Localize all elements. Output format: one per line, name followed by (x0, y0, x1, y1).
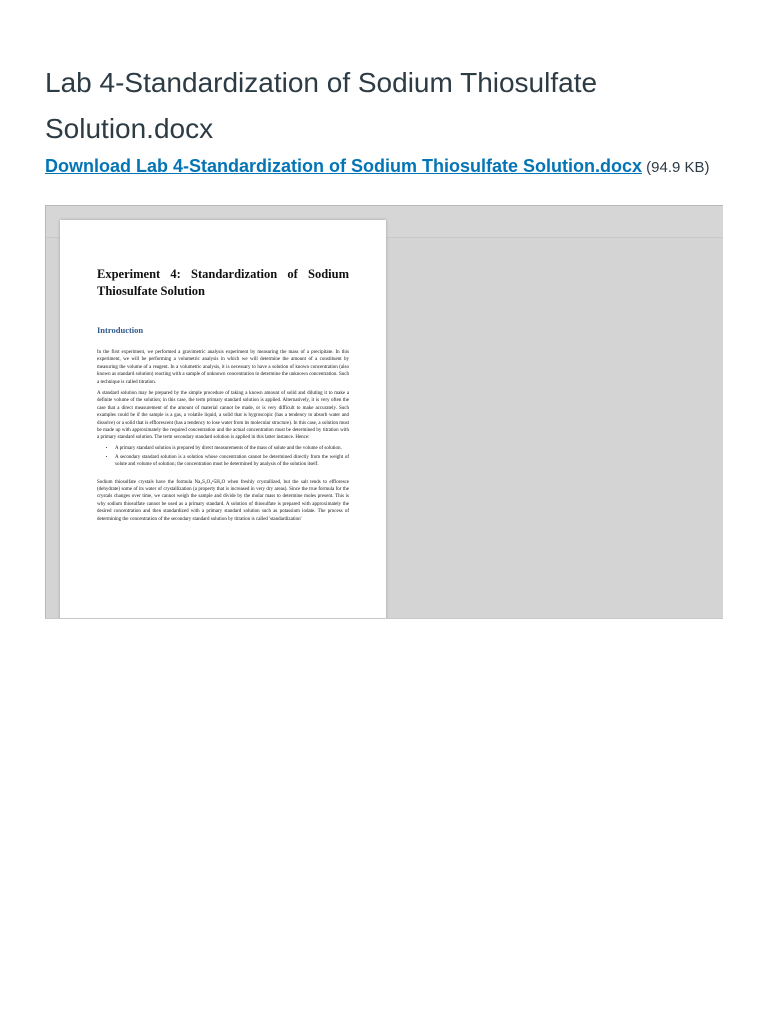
page-title: Lab 4-Standardization of Sodium Thiosulfate Solution.docx (45, 67, 598, 144)
document-paragraph: In the first experiment, we performed a gravimetric analysis experiment by measuring the mass of a precipitate. In this experiment, we will be performing a volumetric analysis in which we will determine the amount of a constituent by measuring the volume of a reagent. In a volumetric analysis, it is necessary to have a solution of known concentration (also known as standard solution) reacting with a sample of unknown concentration to determine the unknown concentration. Such a technique is called titration. (97, 350, 349, 385)
document-page (60, 220, 386, 619)
document-bullet-item: • A primary standard solution is prepared by direct measurements of the mass of solute and the volume of solution. (115, 446, 349, 453)
document-paragraph: A standard solution may be prepared by the simple procedure of taking a known amount of solid and diluting it to make a definite volume of the solution; in this case, the term primary standard solution is applied. Alternatively, it is very often the case that a direct measurement of the amount of material cannot be made, or is very difficult to make accurately. Such examples could be if the sample is a gas, a volatile liquid, a solid that is hygroscopic (has a tendency to absorb water and dissolve) or a solid that is efflorescent (has a tendency to lose water from its molecular structure). In this case, a solution must be made up with approximately the required concentration and the actual concentration must be determined by titration with a primary standard solution. The term secondary standard solution is applied in this latter instance. Hence: (97, 391, 349, 441)
document-section-title: Introduction (97, 325, 144, 335)
download-line (45, 155, 725, 179)
document-bullet-item: • A secondary standard solution is a solution whose concentration cannot be determined directly from the weight of solute and volume of solution; the concentration must be determined by analysis of the solution itself. (115, 455, 349, 469)
document-preview-viewer[interactable] (45, 205, 723, 619)
document-heading: Experiment 4: Standardization of Sodium Thiosulfate Solution (97, 267, 349, 298)
document-bullet-list (97, 446, 349, 469)
document-paragraph: Sodium thiosulfate crystals have the formula Na₂S₂O₃•5H₂O when freshly crystallized, but the salt tends to effloresce (dehydrate) some of its water of crystallization (a property that is increased in very dry areas). Since the true formula for the crystals changes over time, we cannot weigh the sample and divide by the molar mass to determine moles present. This is why sodium thiosulfate cannot be used as a primary standard. A solution of thiosulfate is prepared with approximately the desired concentration and then standardized with a primary standard solution such as potassium iodate. The process of determining the concentration of the secondary standard solution by titration is called 'standardization' (97, 479, 349, 522)
download-link[interactable]: Download Lab 4-Standardization of Sodium Thiosulfate Solution.docx (45, 156, 642, 176)
file-size: (94.9 KB) (646, 159, 710, 176)
